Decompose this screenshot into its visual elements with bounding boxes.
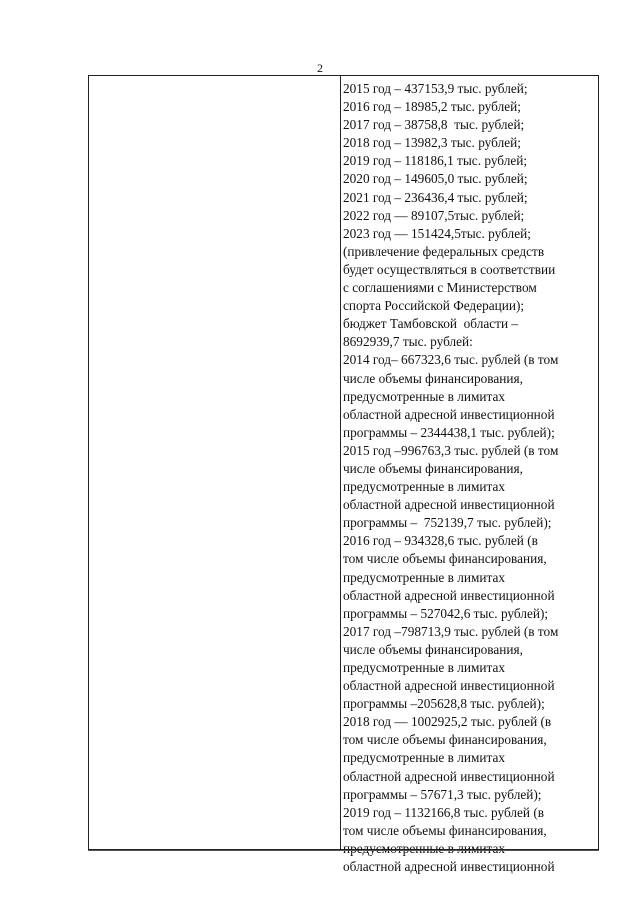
- text-line: числе объемы финансирования,: [343, 641, 523, 657]
- table-right-cell: [341, 76, 598, 875]
- text-line: 2022 год — 89107,5тыс. рублей;: [343, 207, 525, 223]
- text-line: программы – 57671,3 тыс. рублей);: [343, 786, 542, 802]
- table-bottom-rule: [88, 850, 599, 851]
- text-line: 2015 год – 437153,9 тыс. рублей;: [343, 81, 528, 96]
- table-left-cell: [89, 76, 341, 849]
- text-line: программы – 752139,7 тыс. рублей);: [343, 515, 552, 531]
- text-line: программы – 527042,6 тыс. рублей);: [343, 605, 549, 621]
- text-line: предусмотренные в лимитах: [343, 569, 506, 585]
- text-line: областной адресной инвестиционной: [343, 406, 555, 422]
- text-line: 2021 год – 236436,4 тыс. рублей;: [343, 189, 528, 205]
- text-line: будет осуществляться в соответствии: [343, 261, 556, 277]
- text-line: 2014 год– 667323,6 тыс. рублей (в том: [343, 352, 559, 368]
- text-line: 2017 год – 38758,8 тыс. рублей;: [343, 117, 525, 133]
- text-line: 2019 год – 1132166,8 тыс. рублей (в: [343, 804, 545, 820]
- text-line: областной адресной инвестиционной: [343, 587, 555, 603]
- text-line: программы – 2344438,1 тыс. рублей);: [343, 424, 555, 440]
- text-line: числе объемы финансирования,: [343, 370, 523, 386]
- text-line: предусмотренные в лимитах: [343, 479, 506, 495]
- text-line: 2016 год – 934328,6 тыс. рублей (в: [343, 533, 538, 549]
- text-line: том числе объемы финансирования,: [343, 551, 547, 567]
- text-line: предусмотренные в лимитах: [343, 840, 506, 856]
- text-line: 2018 год – 13982,3 тыс. рублей;: [343, 135, 521, 151]
- funding-table: [88, 75, 599, 875]
- text-line: (привлечение федеральных средств: [343, 243, 545, 259]
- text-line: с соглашениями с Министерством: [343, 280, 537, 296]
- page-number: 2: [317, 61, 323, 75]
- text-line: том числе объемы финансирования,: [343, 732, 547, 748]
- text-line: областной адресной инвестиционной: [343, 859, 555, 875]
- text-line: областной адресной инвестиционной: [343, 768, 555, 784]
- text-line: областной адресной инвестиционной: [343, 497, 555, 513]
- text-line: 2023 год — 151424,5тыс. рублей;: [343, 225, 531, 241]
- text-line: 2015 год –996763,3 тыс. рублей (в том: [343, 442, 559, 458]
- text-line: областной адресной инвестиционной: [343, 678, 555, 694]
- text-line: числе объемы финансирования,: [343, 460, 523, 476]
- text-line: 8692939,7 тыс. рублей:: [343, 334, 473, 350]
- text-line: бюджет Тамбовской области –: [343, 316, 519, 332]
- text-line: 2019 год – 118186,1 тыс. рублей;: [343, 153, 528, 169]
- text-line: 2018 год — 1002925,2 тыс. рублей (в: [343, 714, 552, 730]
- text-line: предусмотренные в лимитах: [343, 388, 506, 404]
- text-line: спорта Российской Федерации);: [343, 298, 525, 314]
- text-line: программы –205628,8 тыс. рублей);: [343, 696, 545, 712]
- text-line: предусмотренные в лимитах: [343, 660, 506, 675]
- text-line: 2017 год –798713,9 тыс. рублей (в том: [343, 623, 559, 639]
- text-line: 2020 год – 149605,0 тыс. рублей;: [343, 171, 528, 187]
- text-line: предусмотренные в лимитах: [343, 750, 506, 766]
- text-line: том числе объемы финансирования,: [343, 822, 547, 838]
- text-line: 2016 год – 18985,2 тыс. рублей;: [343, 99, 521, 115]
